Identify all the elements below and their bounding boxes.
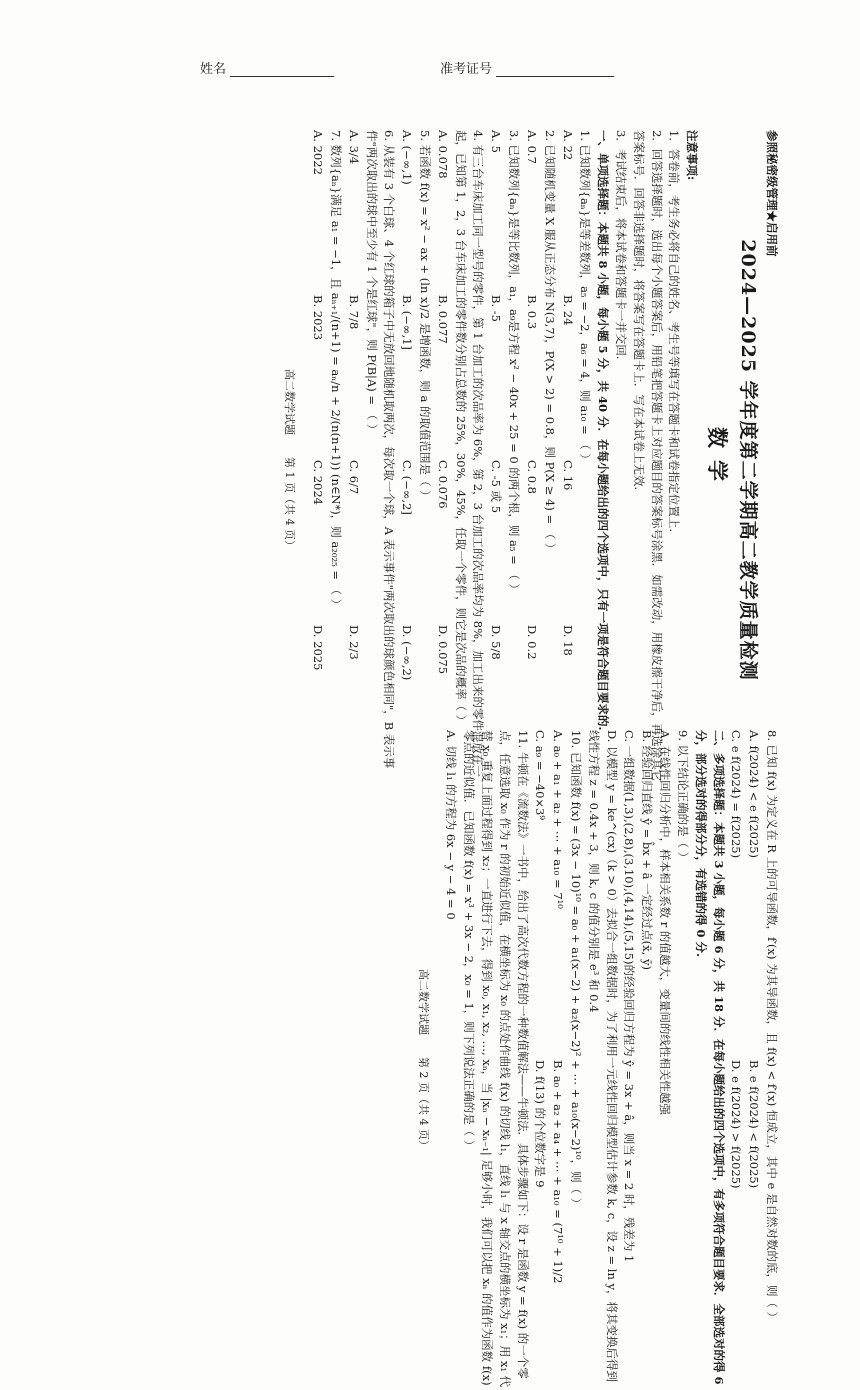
question-stem: 7. 数列{aₙ}满足 a₁ = −1，且 aₙ₊₁/(n+1) = aₙ/n + 2/(n(n+1)) (n∈N*)，则 a₂₀₂₅ = （ ） <box>328 130 343 611</box>
option-row <box>558 130 576 790</box>
notes-title: 注意事项: <box>685 130 700 181</box>
option-row <box>522 130 540 790</box>
option: D. e f(2024) > f(2025) <box>729 1060 744 1189</box>
note-item: 2．回答选择题时，选出每个小题答案后，用铅笔把答题卡上对应题目的答案标号涂黑．如需改动，用橡皮擦干净后，再选涂其它答案标号．回答非选择题时，将答案写在答题卡上．写在本试卷上无效. <box>631 130 664 782</box>
option: D. 2/3 <box>346 625 361 660</box>
question-stem: 2. 已知随机变量 X 服从正态分布 N(3,7)，P(X > 2) = 0.8，则 P(X ≥ 4) = （ ） <box>542 130 557 555</box>
question-stem: 3. 已知数列{aₙ}是等比数列，a₁，a₉是方程 x² − 40x + 25 = 0 的两个根，则 a₅ = （ ） <box>507 130 522 596</box>
page-footer: 高二数学试题 第 1 页（共 4 页） <box>283 369 297 551</box>
option: A. (−∞,1) <box>400 130 415 185</box>
section-heading: 一、单项选择题：本题共 8 小题，每小题 5 分，共 40 分．在每小题给出的四个选项中，只有一项是符合题目要求的. <box>596 130 611 731</box>
option-row <box>531 730 549 1390</box>
option: D. 2025 <box>311 625 326 671</box>
section-heading: 二、多项选择题：本题共 3 小题，每小题 6 分，共 18 分．在每小题给出的四个选项中，有多项符合题目要求．全部选对的得 6 分，部分选对的得部分分，有选错的得 0 分. <box>693 730 726 1385</box>
option: C. 2024 <box>311 460 326 505</box>
option: C. 16 <box>560 460 575 491</box>
option: A. 2022 <box>311 130 326 175</box>
question-stem: 9. 以下结论正确的是（ ） <box>675 730 690 864</box>
option: C. -5 或 5 <box>489 460 504 514</box>
question-2 <box>522 130 558 790</box>
secrecy-label: 参照秘密级管理 <box>765 130 779 211</box>
option: C. 6/7 <box>346 460 361 495</box>
page-footer: 高二数学试题 第 2 页（共 4 页） <box>416 969 430 1151</box>
question-1 <box>558 130 594 790</box>
exam-number-label: 准考证号 <box>440 62 493 77</box>
option: D. 0.2 <box>524 625 539 660</box>
option: D. 以模型 y = ke^(cx)（k > 0）去拟合一组数据时，为了利用一元线性回归模型估计参数 k, c，设 z = ln y，将其变换后得到线性方程 z = 0.4x + 3，则 k, c 的值分别是 e³ 和 0.4 <box>586 730 619 1383</box>
question-5 <box>397 130 433 790</box>
note-item: 3．考试结束后，将本试卷和答题卡一并交回. <box>613 130 628 360</box>
option-row <box>433 130 451 790</box>
note-item: 1．答卷前，考生务必将自己的姓名、考生号等填写在答题卡和试卷指定位置上. <box>667 130 682 532</box>
option: D. 5/8 <box>489 625 504 660</box>
secrecy-note <box>762 130 780 790</box>
exam-number-blank <box>496 76 614 77</box>
option: C. 0.8 <box>524 460 539 494</box>
question-4 <box>433 130 486 790</box>
name-label: 姓名 <box>200 62 227 77</box>
question-stem: 8. 已知 f(x) 为定义在 R 上的可导函数，f′(x) 为其导函数，且 f(x) < f′(x) 恒成立，其中 e 是自然对数的底，则（ ） <box>765 730 779 1324</box>
exam-page-1 <box>281 130 780 790</box>
option: D. 18 <box>560 625 575 656</box>
option: B. 经验回归直线 ŷ = b̂x + â 一定经过点(x̄, ȳ) <box>640 730 655 970</box>
option: A. 切线 l₁ 的方程为 6x − y − 4 = 0 <box>444 730 459 920</box>
option: B. (−∞,1] <box>400 295 415 350</box>
option: C. 0.076 <box>435 460 450 509</box>
option: B. 0.077 <box>435 295 450 344</box>
option-row <box>308 130 326 790</box>
question-stem: 4. 有三台车床加工同一型号的零件，第 1 台加工的次品率为 6%，第 2，3 台加工的次品率均为 8%，加工出来的零件混放在一起，已知第 1，2，3 台车床加工的零件数分别占总数的 25%，30%，45%，任取一个零件，则它是次品的概率（ ） <box>453 130 486 777</box>
question-9 <box>584 730 691 1390</box>
option: B. a₀ + a₂ + a₄ + ⋯ + a₁₀ = (7¹⁰ + 1)/2 <box>551 1060 566 1284</box>
option: A. 22 <box>560 130 575 161</box>
option: A. a₀ + a₁ + a₂ + ⋯ + a₁₀ = 7¹⁰ <box>551 730 566 909</box>
option: D. (−∞,2) <box>400 625 415 681</box>
question-stem: 10. 已知函数 f(x) = (3x − 10)¹⁰ = a₀ + a₁(x−2) + a₂(x−2)² + ⋯ + a₁₀(x−2)¹⁰，则（ ） <box>569 730 584 1210</box>
option: A. 5 <box>489 130 504 153</box>
option: A. 0.078 <box>435 130 450 179</box>
secrecy-star: ★启用前 <box>765 210 779 257</box>
option: C. e f(2024) = f(2025) <box>729 730 744 859</box>
option-row <box>486 130 504 790</box>
question-10 <box>531 730 584 1390</box>
question-stem: 6. 从装有 3 个白球、4 个红球的箱子中无放回地随机取两次，每次取一个球，A 表示事件"两次取出的球颜色相同"，B 表示事件"两次取出的球中至少有 1 个是红球"，则 P(B|A) = （ ） <box>364 130 397 769</box>
option: B. 7/8 <box>346 295 361 330</box>
option: A. f(2024) < e f(2025) <box>747 730 762 859</box>
exam-page-2 <box>415 730 780 1390</box>
question-6 <box>344 130 397 790</box>
exam-title: 2024—2025 学年度第二学期高二教学质量检测 <box>737 239 760 681</box>
option: C. 一组数据(1,3),(2,8),(3,10),(4,14),(5,15)的经验回归方程为 ŷ = 3x + â，则当 x = 2 时，残差为 1 <box>622 730 637 1263</box>
name-blank <box>230 76 334 77</box>
option: A. 3/4 <box>346 130 361 165</box>
option: B. e f(2024) < f(2025) <box>747 1060 762 1189</box>
question-11 <box>442 730 531 1390</box>
subject-title: 数学 <box>704 427 730 493</box>
option: B. 0.3 <box>524 295 539 330</box>
question-7 <box>308 130 344 790</box>
option: A. 在线性回归分析中，样本相关系数 r 的值越大，变量间的线性相关性越强 <box>658 730 673 1115</box>
option-row <box>397 130 415 790</box>
option: C. (−∞,2] <box>400 460 415 515</box>
option: D. f(13) 的个位数字是 9 <box>533 1060 548 1188</box>
question-3 <box>486 130 522 790</box>
name-field <box>200 58 334 77</box>
option-row <box>548 730 566 1390</box>
option: D. 0.075 <box>435 625 450 675</box>
option: B. 2023 <box>311 295 326 341</box>
question-stem: 1. 已知数列{aₙ}是等差数列，a₅ = −2，a₆ = 4，则 a₁₀ = （ ） <box>578 130 593 466</box>
option: B. -5 <box>489 295 504 322</box>
exam-number-field <box>440 58 614 77</box>
question-stem: 5. 若函数 f(x) = x² − ax + (ln x)/2 是增函数，则 a 的取值范围是（ ） <box>418 130 433 502</box>
option-row <box>344 130 362 790</box>
option: C. a₉ = −40×3⁹ <box>533 730 548 820</box>
option-row <box>744 730 762 1390</box>
title-block <box>700 130 762 790</box>
question-stem: 11. 牛顿在《流数法》一书中，给出了高次代数方程的一种数值解法——牛顿法．具体步骤如下：设 r 是函数 y = f(x) 的一个零点，任意选取 x₀ 作为 r 的初始近似值，在横坐标为 x₀ 的点处作曲线 f(x) 的切线 l₁，直线 l₁ 与 x 轴交点的横坐标为 x₁；用 x₁ 代替 x₀ 重复上面过程得到 x₂；一直进行下去，得到 x₀, x₁, x₂, …, xₙ，当 |xₙ − xₙ₋₁| 足够小时，我们可以把 xₙ 的值作为函数 f(x) 零点的近似值．已知函数 f(x) = x³ + 3x − 2，x₀ = 1，则下列说法正确的是（ ） <box>462 730 530 1388</box>
option: B. 24 <box>560 295 575 326</box>
option-row <box>727 730 745 1390</box>
option: A. 0.7 <box>524 130 539 164</box>
question-8 <box>727 730 780 1390</box>
